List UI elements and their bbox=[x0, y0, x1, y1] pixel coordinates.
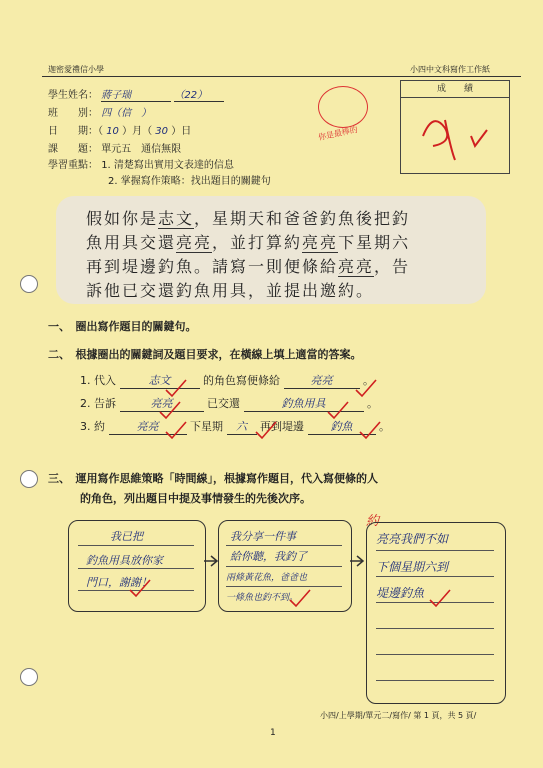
date-day: 30 bbox=[155, 126, 169, 137]
writing-line bbox=[376, 654, 494, 655]
row-text: 下星期 bbox=[190, 420, 223, 433]
row-text: 2. 告訴 bbox=[80, 397, 116, 410]
teacher-note: 約 bbox=[366, 514, 380, 529]
arrow-right-icon bbox=[350, 555, 366, 567]
page-footer: 小四/上學期/單元二/寫作/ 第 1 頁，共 5 頁/ bbox=[320, 711, 477, 720]
prompt-text: ，星期天和爸爸釣魚後把釣 bbox=[194, 209, 411, 228]
prompt-line-1 bbox=[86, 206, 410, 229]
grade-label: 成 績 bbox=[401, 81, 509, 98]
writing-prompt-box bbox=[56, 196, 486, 304]
row-text: 的角色寫便條給 bbox=[203, 374, 280, 387]
answer-blank[interactable]: 釣魚 bbox=[308, 418, 376, 435]
workbook-title: 小四中文科寫作工作紙 bbox=[410, 65, 490, 74]
date-end: ）日 bbox=[171, 126, 192, 137]
focus-item-2: 2. 掌握寫作策略：找出題目的關鍵句 bbox=[108, 176, 271, 187]
answer-row-1 bbox=[80, 372, 374, 389]
binder-hole-icon bbox=[20, 470, 38, 488]
binder-hole-icon bbox=[20, 668, 38, 686]
row-text: 1. 代入 bbox=[80, 374, 116, 387]
grade-box bbox=[400, 80, 510, 174]
question-2: 二、 根據圈出的關鍵詞及題目要求，在橫線上填上適當的答案。 bbox=[48, 348, 362, 361]
focus-label: 學習重點： bbox=[48, 160, 98, 171]
prompt-line-4: 訴他已交還釣魚用具，並提出邀約。 bbox=[86, 281, 375, 300]
row-text: 再到堤邊 bbox=[260, 420, 304, 433]
timeline-text: 釣魚用具放你家 bbox=[86, 554, 163, 567]
prompt-text: ，並打算約 bbox=[212, 233, 303, 252]
prompt-keyword: 亮亮 bbox=[176, 233, 213, 252]
prompt-text: 假如你是 bbox=[86, 209, 159, 228]
answer-blank[interactable]: 六 bbox=[227, 418, 257, 435]
name-row bbox=[48, 86, 224, 102]
timeline-text: 給你聽，我釣了 bbox=[230, 550, 307, 563]
prompt-text: 再到堤邊釣魚。請寫一則便條給 bbox=[86, 257, 339, 276]
timeline-text: 堤邊釣魚 bbox=[376, 586, 425, 600]
page-number: 1 bbox=[270, 728, 276, 738]
name-value: 蔣子瑞 bbox=[101, 86, 171, 102]
name-label: 學生姓名： bbox=[48, 90, 98, 101]
timeline-text: 下個星期六到 bbox=[376, 560, 449, 574]
answer-blank[interactable]: 志文 bbox=[120, 372, 200, 389]
class-number: （22） bbox=[174, 86, 224, 102]
class-row bbox=[48, 104, 151, 119]
date-label: 日 期：（ bbox=[48, 126, 103, 137]
prompt-keyword: 亮亮 bbox=[302, 233, 339, 252]
question-3-line-2: 的角色，列出題目中提及事情發生的先後次序。 bbox=[80, 492, 311, 505]
focus-item-1: 1. 清楚寫出實用文表達的信息 bbox=[101, 160, 234, 171]
row-text: 3. 約 bbox=[80, 420, 105, 433]
writing-line bbox=[376, 576, 494, 577]
answer-row-2 bbox=[80, 395, 378, 412]
answer-blank[interactable]: 釣魚用具 bbox=[244, 395, 364, 412]
school-name: 迦密愛禮信小學 bbox=[48, 65, 104, 74]
prompt-line-2 bbox=[86, 230, 410, 253]
writing-line bbox=[376, 550, 494, 551]
writing-line bbox=[376, 602, 494, 603]
question-1: 一、 圈出寫作題目的關鍵句。 bbox=[48, 320, 197, 333]
date-mid: ）月（ bbox=[122, 126, 153, 137]
header-rule bbox=[42, 76, 521, 77]
row-text: 。 bbox=[379, 420, 390, 433]
timeline-text: 我分享一件事 bbox=[230, 530, 296, 543]
row-text: 。 bbox=[367, 397, 378, 410]
writing-line bbox=[226, 566, 342, 567]
timeline-text: 門口，謝謝！ bbox=[86, 576, 152, 589]
answer-blank[interactable]: 亮亮 bbox=[109, 418, 187, 435]
stamp-text: 你是最棒的 bbox=[317, 124, 359, 143]
answer-blank[interactable]: 亮亮 bbox=[284, 372, 360, 389]
class-label: 班 別： bbox=[48, 108, 98, 119]
topic-label: 課 題： bbox=[48, 144, 98, 155]
writing-line bbox=[376, 680, 494, 681]
topic-value: 單元五 通信無限 bbox=[101, 144, 182, 155]
answer-blank[interactable]: 亮亮 bbox=[120, 395, 204, 412]
question-3-line-1: 三、 運用寫作思維策略「時間線」，根據寫作題目，代入寫便條的人 bbox=[48, 472, 378, 485]
writing-line bbox=[376, 628, 494, 629]
class-value: 四（信 ） bbox=[101, 108, 152, 119]
date-month: 10 bbox=[106, 126, 119, 137]
writing-line bbox=[226, 545, 342, 546]
date-row bbox=[48, 122, 191, 137]
writing-line bbox=[78, 545, 194, 546]
topic-row bbox=[48, 140, 181, 155]
prompt-text: ，告 bbox=[374, 257, 411, 276]
prompt-keyword: 志文 bbox=[158, 209, 195, 228]
prompt-text: 魚用具交還 bbox=[86, 233, 177, 252]
timeline-text: 亮亮我們不如 bbox=[376, 532, 449, 546]
prompt-line-3 bbox=[86, 254, 410, 277]
binder-hole-icon bbox=[20, 275, 38, 293]
timeline-text: 我已把 bbox=[110, 530, 143, 543]
row-text: 。 bbox=[363, 374, 374, 387]
prompt-text: 下星期六 bbox=[338, 233, 411, 252]
writing-line bbox=[226, 586, 342, 587]
prompt-keyword: 亮亮 bbox=[338, 257, 375, 276]
row-text: 已交還 bbox=[207, 397, 240, 410]
teacher-signature-icon bbox=[401, 98, 509, 172]
timeline-text: 一條魚也釣不到。 bbox=[226, 593, 299, 603]
timeline-text: 兩條黃花魚，爸爸也 bbox=[226, 573, 308, 583]
writing-line bbox=[78, 568, 194, 569]
answer-row-3 bbox=[80, 418, 390, 435]
focus-row bbox=[48, 156, 234, 171]
teacher-stamp-icon bbox=[318, 86, 368, 128]
writing-line bbox=[78, 590, 194, 591]
